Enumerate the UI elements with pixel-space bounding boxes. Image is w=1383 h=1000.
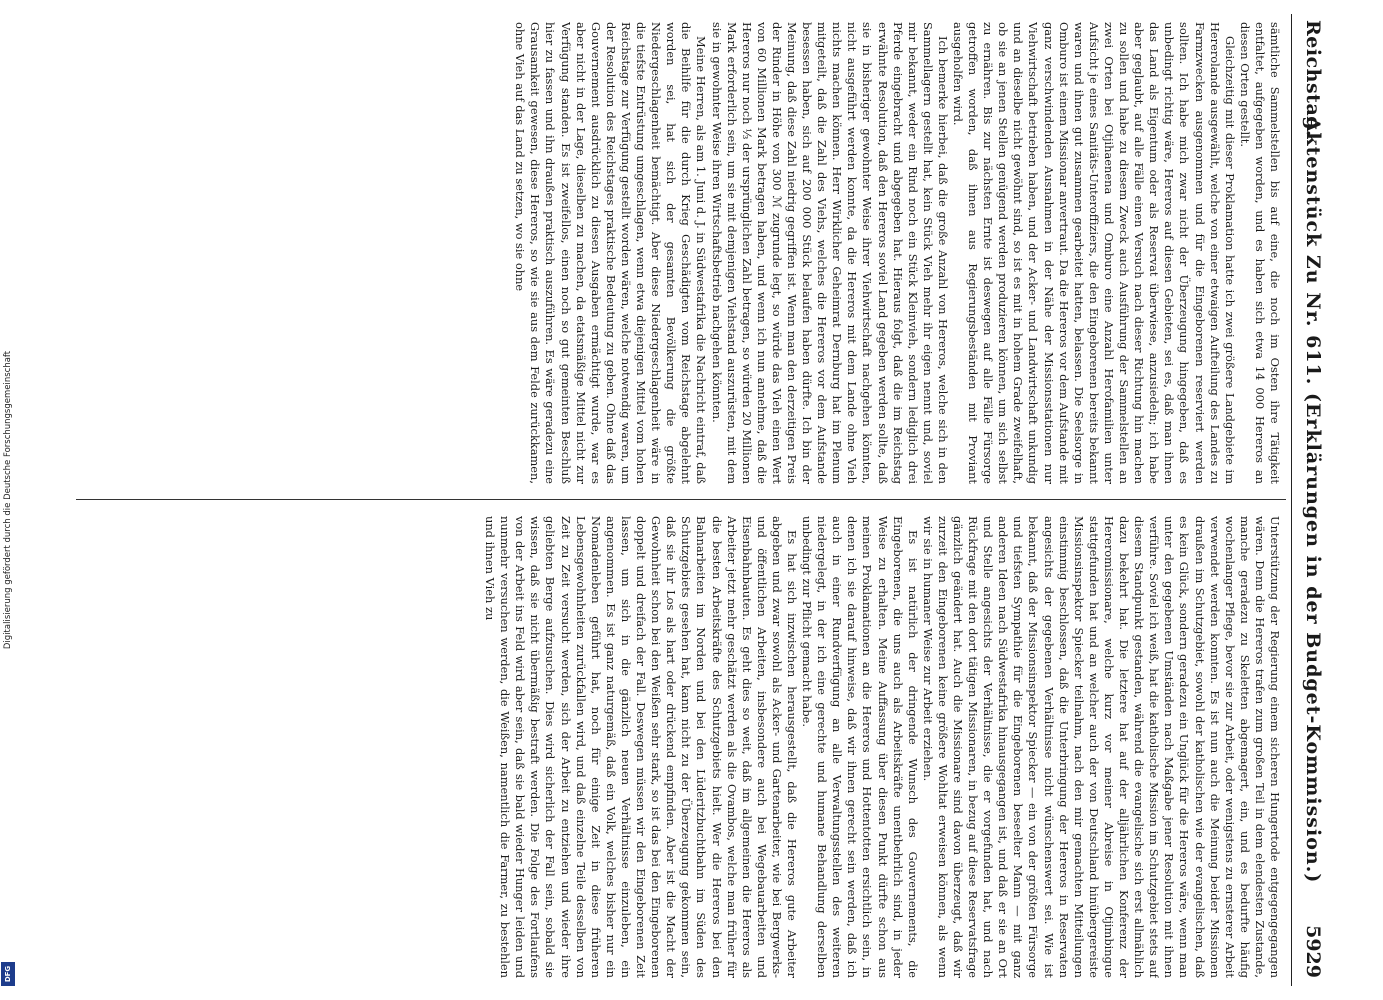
paragraph: Meine Herren, als am 1. Juni d. J. in Südwestafrika die Nachricht eintraf, daß die Beihilfe für die durch Krieg Geschädigten vom Reichstage abgelehnt worden sei, hat sich der gesamten Bevölkerung die größte Niedergeschlagenheit bemächtigt. Aber diese Niedergeschlagenheit wäre in die tiefste Entrüstung umgeschlagen, wenn etwa diejenigen Mittel vom hohen Reichstage zur Verfügung gestellt worden wären, welche notwendig waren, um der Resolution des Reichstages praktische Bedeutung zu geben. Ohne daß das Gouvernement ausdrücklich zu diesen Ausgaben ermächtigt wurde, war es aber nicht in der Lage, dieselben zu machen, da etatsmäßige Mittel nicht zur Verfügung standen. Es ist zweifellos, einen noch so gut gemeinten Beschluß hier zu fassen und ihn draußen praktisch auszuführen. Es wäre geradezu eine Grausamkeit gewesen, diese Hereros, so wie sie aus dem Felde zurückkamen, ohne Vieh auf das Land zu setzen, wo sie ohne — [513, 22, 709, 484]
paragraph: sämtliche Sammelstellen bis auf eine, die noch im Osten ihre Tätigkeit entfaltet, aufgegeben worden, und es haben sich etwa 14 000 Hereros an diesen Orten gestellt. — [1237, 22, 1282, 484]
dfg-credit-text: Digitalisierung gefördert durch die Deutsche Forschungsgemeinschaft — [3, 350, 13, 650]
paragraph: Es ist natürlich der dringende Wunsch des Gouvernements, die Eingeborenen, die uns auch als Arbeitskräfte unentbehrlich sind, in jeder Weise zu erhalten. Meine Auffassung über diesen Punkt dürfte schon aus meinen Proklamationen an die Hereros und Hottentotten ersichtlich sein, in denen ich sie darauf hinweise, daß wir ihnen gerecht sein werden, daß ich auch in einer Rundverfügung an alle Verwaltungsstellen des weiteren niedergelegt, in der ich eine gerechte und humane Behandlung derselben unbedingt zur Pflicht gemacht habe. — [800, 516, 920, 978]
left-column — [70, 22, 1282, 484]
paragraph: Ich bemerke hierbei, daß die große Anzahl von Hereros, welche sich in den Sammellagern gestellt hat, kein Stück Vieh mehr ihr eigen nennt und, soviel mir bekannt, weder ein Rind noch ein Stück Kleinvieh, sondern lediglich drei Pferde eingebracht und abgegeben hat. Hieraus folgt, daß die im Reichstag erwähnte Resolution, daß den Hereros soviel Land gegeben werden sollte, daß sie in bisheriger gewohnter Weise ihrer Viehwirtschaft nachgehen könnten, nicht ausgeführt werden konnte, da die Hereros mit dem Lande ohne Vieh nichts machen können. Herr Wirklicher Geheimrat Dernburg hat im Plenum mitgeteilt, daß die Zahl des Viehs, welches die Hereros vor dem Aufstande besessen haben, sich auf 200 000 Stück belaufen haben dürfte. Ich bin der Meinung, daß diese Zahl niedrig gegriffen ist. Wenn man den derzeitigen Preis der Rinder in Höhe von 300 ℳ zugrunde legt, so würde das Vieh einen Wert von 60 Millionen Mark betragen haben, und wenn ich nun annehme, daß die Hereros nur noch ⅓ der ursprünglichen Zahl betragen, so würden 20 Millionen Mark erforderlich sein, um sie mit demjenigen Viehstand auszurüsten, mit dem sie in gewohnter Weise ihren Wirtschaftsbetrieb nachgehen könnten. — [709, 22, 950, 484]
scanned-page — [62, 14, 1332, 986]
page-number: 5929 — [1302, 925, 1324, 978]
dfg-logo-text: DFG — [4, 965, 12, 983]
header-title: Aktenstück Zu Nr. 611. (Erklärungen in der Budget-Kommission.) — [1302, 116, 1324, 884]
column-divider — [76, 499, 1286, 500]
header-publication: Reichstag. — [1302, 20, 1324, 138]
page-header — [1291, 14, 1332, 986]
paragraph: Gleichzeitig mit dieser Proklamation hatte ich zwei größere Landgebiete im Hererolande ausgewählt, welche von einer etwaigen Aufteilung des Landes zu Farmzwecken ausgenommen und für die Eingeborenen reserviert werden sollten. Ich habe mich zwar nicht der Überzeugung hingegeben, daß es unbedingt richtig wäre, Hereros auf diesen Gebieten, sei es, daß man ihnen das Land als Eigentum oder als Reservat überwiese, anzusiedeln; ich habe aber geglaubt, auf alle Fälle einen Versuch nach dieser Richtung hin machen zu sollen und habe zu diesem Zweck auch Ausführung der Sammelstellen an zwei Orten bei Otjihaenena und Omburo eine Anzahl Herofamilien unter Aufsicht je eines Sanitäts-Unteroffiziers, die den Eingeborenen bereits bekannt waren und ihnen gut zusammen gearbeitet hatten, belassen. Die Seelsorge in Omburo ist einem Missionar anvertraut. Da die Hereros vor dem Aufstande mit ganz verschwindenden Ausnahmen in der Nähe der Missionsstationen nur Viehwirtschaft betrieben haben, und der Acker- und Landwirtschaft unkundig und an dieselbe nicht gewöhnt sind, so ist es mit in hohem Grade zweifelhaft, ob sie an jenen Stellen genügend werden produzieren können, um sich selbst zu ernähren. Bis zur nächsten Ernte ist deswegen auf alle Fälle Fürsorge getroffen worden, daß ihnen aus Regierungsbeständen mit Proviant ausgeholfen wird. — [951, 22, 1237, 484]
dfg-logo — [1, 962, 15, 986]
paragraph: Unterstützung der Regierung einem sicheren Hungertode entgegengegangen wären. Denn die Hereros trafen zum großen Teil in dem elendesten Zustande, manche geradezu zu Skeletten abgemagert, ein, und es bedurfte häufig wochenlanger Pflege, bevor sie zur Arbeit, oder wenigstens zu ernsterer Arbeit verwendet werden konnten. Es ist nun auch die Meinung beider Missionen draußen im Schutzgebiet, sowohl der katholischen wie der evangelischen, daß es kein Glück, sondern geradezu ein Unglück für die Hereros wäre, wenn man unter den gegebenen Umständen nach Maßgabe jener Resolution mit ihnen verführe. Soviel ich weiß, hat die katholische Mission im Schutzgebiet stets auf diesem Standpunkt gestanden, während die evangelische sich erst allmählich dazu bekehrt hat. Die letztere hat auf der alljährlichen Konferenz der Hereromissionare, welche kurz vor meiner Abreise in Otjimbingue stattgefunden hat und an welcher auch der von Deutschland hinübergereiste Missionsinspektor Spiecker teilnahm, nach den mir gemachten Mitteilungen einstimmig beschlossen, daß die Unterbringung der Hereros in Reservaten angesichts der gegebenen Verhältnisse nicht wünschenswert sei. Wie ist bekannt, daß der Missionsinspektor Spiecker — ein von der größten Fürsorge und tiefsten Sympathie für die Eingeborenen beseelter Mann — mit ganz anderen Ideen nach Südwestafrika hinausgegangen ist, und daß er sie an Ort und Stelle angesichts der Verhältnisse, die er vorgefunden hat, und nach Rückfrage mit den dort tätigen Missionaren, in bezug auf diese Reservatsfrage gänzlich geändert hat. Auch die Missionare sind davon überzeugt, daß wir zurzeit den Eingeborenen keine größere Wohltat erweisen können, als wenn wir sie in humaner Weise zur Arbeit erziehen. — [920, 516, 1282, 978]
digitization-credit-sidebar — [0, 0, 16, 1000]
paragraph: Es hat sich inzwischen herausgestellt, daß die Hereros gute Arbeiter abgeben und zwar sowohl als Acker- und Gartenarbeiter, wie bei Bergwerks- und öffentlichen Arbeiten, insbesondere auch bei Wegebauarbeiten und Eisenbahnbauten. Es geht dies so weit, daß im allgemeinen die Hereros als Arbeiter jetzt mehr geschätzt werden als die Ovambos, welche man früher für die besten Arbeitskräfte des Schutzgebiets hielt. Wer die Hereros bei den Bahnarbeiten im Norden und bei den Lüderitzbuchtbahn im Süden des Schutzgebiets gesehen hat, kann nicht zu der Überzeugung gekommen sein, daß sie ihr Los als hart oder drückend empfinden. Aber ist die Macht der Gewohnheit schon bei den Weißen sehr stark, so ist das bei den Eingeborenen doppelt und dreifach der Fall. Deswegen müssen wir den Eingeborenen Zeit lassen, um sich in die gänzlich neuen Verhältnisse einzuleben, ein angenommen. Es ist ganz naturgemäß, daß ein Volk, welches bisher nur ein Nomadenleben geführt hat, noch für einige Zeit in diese früheren Lebensgewohnheiten zurückfallen wird, und daß einzelne Teile desselben von Zeit zu Zeit versucht werden, sich der Arbeit zu entziehen und wieder ihre geliebten Berge aufzusuchen. Dies wird sicherlich der Fall sein, sobald sie wissen, daß sie nicht übermäßig bestraft werden. Die Folge des Fortlaufens von der Arbeit ins Feld wird aber sein, daß sie bald wieder Hunger leiden und nunmehr versuchen werden, die Weißen, namentlich die Farmer, zu bestehlen und ihnen Vieh zu — [483, 516, 799, 978]
page-content — [62, 14, 1332, 986]
right-column — [70, 516, 1282, 978]
